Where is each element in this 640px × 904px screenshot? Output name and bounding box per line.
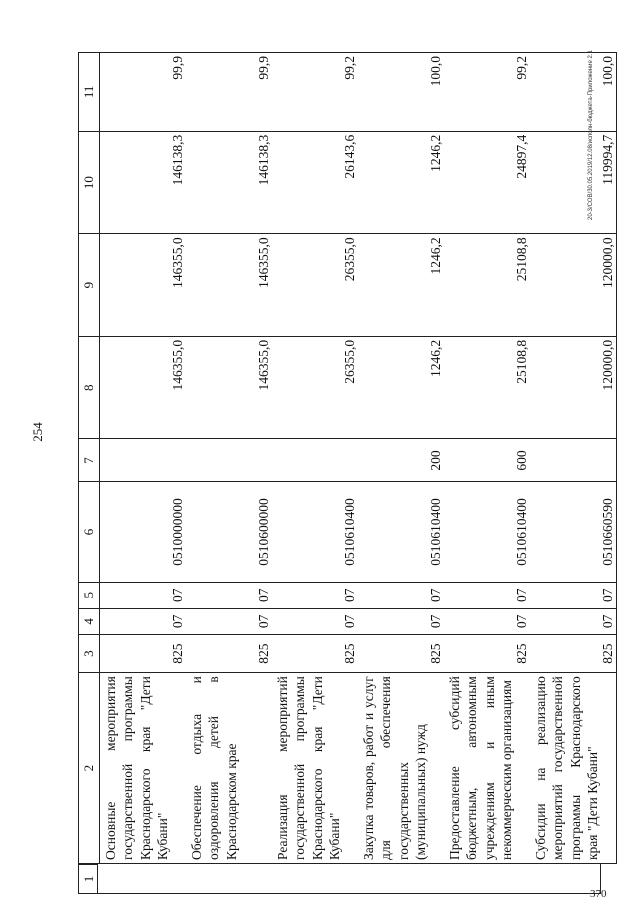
cell-col-5: 07 bbox=[100, 582, 187, 608]
header-cell-3: 3 bbox=[79, 635, 100, 673]
cell-col-9: 120000,0 bbox=[530, 234, 617, 337]
cell-col-5: 07 bbox=[444, 582, 530, 608]
cell-col-9: 25108,8 bbox=[444, 234, 530, 337]
cell-col-10: 24897,4 bbox=[444, 131, 530, 234]
cell-col-4: 07 bbox=[444, 608, 530, 634]
row-name-cell: Субсидии на реализацию мероприятий государственной программы Краснодарского края "Дети Кубани" bbox=[530, 673, 617, 864]
cell-col-6: 0510610400 bbox=[272, 482, 358, 582]
budget-table bbox=[78, 52, 617, 864]
cell-col-6: 0510610400 bbox=[358, 482, 444, 582]
cell-col-6: 0510660590 bbox=[530, 482, 617, 582]
cell-col-3: 825 bbox=[358, 635, 444, 673]
footer-note: 20-3/СОВ/30.05.2019/12.08/исполн-бюджета-Приложение 2.1 bbox=[588, 50, 594, 220]
header-cell-8: 8 bbox=[79, 336, 100, 439]
row-name-cell: Основные мероприятия государственной программы Краснодарского края "Дети Кубани" bbox=[100, 673, 187, 864]
cell-col-3: 825 bbox=[272, 635, 358, 673]
cell-col-3: 825 bbox=[100, 635, 187, 673]
cell-col-4: 07 bbox=[530, 608, 617, 634]
header-cell-9: 9 bbox=[79, 234, 100, 337]
cell-col-10: 146138,3 bbox=[186, 131, 272, 234]
cell-col-10: 26143,6 bbox=[272, 131, 358, 234]
cell-col-9: 1246,2 bbox=[358, 234, 444, 337]
cell-col-3: 825 bbox=[530, 635, 617, 673]
table-row bbox=[358, 53, 444, 864]
row-name-cell: Реализация мероприятий государственной программы Краснодарского края "Дети Кубани" bbox=[272, 673, 358, 864]
table-row bbox=[100, 53, 187, 864]
cell-col-5: 07 bbox=[530, 582, 617, 608]
cell-col-10: 146138,3 bbox=[100, 131, 187, 234]
cell-col-7 bbox=[186, 439, 272, 482]
header-cell-4: 4 bbox=[79, 608, 100, 634]
cell-col-8: 26355,0 bbox=[272, 336, 358, 439]
corner-number: 370 bbox=[590, 888, 607, 900]
page-number: 254 bbox=[30, 422, 45, 442]
cell-col-10: 119994,7 bbox=[530, 131, 617, 234]
header-cell-7: 7 bbox=[79, 439, 100, 482]
cell-col-10: 1246,2 bbox=[358, 131, 444, 234]
cell-col-11: 99,9 bbox=[186, 53, 272, 132]
cell-col-9: 146355,0 bbox=[100, 234, 187, 337]
cell-col-5: 07 bbox=[272, 582, 358, 608]
cell-col-5: 07 bbox=[358, 582, 444, 608]
cell-col-8: 146355,0 bbox=[186, 336, 272, 439]
table-row bbox=[530, 53, 617, 864]
row-name-cell: Закупка товаров, работ и услуг для обеспечения государственных (муниципальных) нужд bbox=[358, 673, 444, 864]
table-row bbox=[272, 53, 358, 864]
cell-col-11: 99,2 bbox=[444, 53, 530, 132]
cell-col-4: 07 bbox=[186, 608, 272, 634]
budget-table-rotated bbox=[78, 52, 615, 883]
cell-col-7: 600 bbox=[444, 439, 530, 482]
row-name-cell: Предоставление субсидий бюджетным, автономным учреждениям и иным некоммерческим организациям bbox=[444, 673, 530, 864]
header-cell-2: 2 bbox=[79, 673, 100, 864]
cell-col-4: 07 bbox=[358, 608, 444, 634]
cell-col-4: 07 bbox=[272, 608, 358, 634]
cell-col-3: 825 bbox=[186, 635, 272, 673]
cell-col-3: 825 bbox=[444, 635, 530, 673]
cell-col-11: 100,0 bbox=[530, 53, 617, 132]
header-cell-1-label: 1 bbox=[78, 864, 98, 894]
cell-col-11: 99,9 bbox=[100, 53, 187, 132]
cell-col-7 bbox=[100, 439, 187, 482]
header-cell-5: 5 bbox=[79, 582, 100, 608]
column-1-border bbox=[98, 864, 601, 894]
cell-col-7 bbox=[530, 439, 617, 482]
cell-col-8: 25108,8 bbox=[444, 336, 530, 439]
cell-col-7 bbox=[272, 439, 358, 482]
cell-col-4: 07 bbox=[100, 608, 187, 634]
row-name-cell: Обеспечение отдыха и оздоровления детей в Краснодарском крае bbox=[186, 673, 272, 864]
cell-col-11: 99,2 bbox=[272, 53, 358, 132]
cell-col-6: 0510610400 bbox=[444, 482, 530, 582]
cell-col-6: 0510000000 bbox=[100, 482, 187, 582]
table-row bbox=[444, 53, 530, 864]
cell-col-8: 120000,0 bbox=[530, 336, 617, 439]
cell-col-6: 0510600000 bbox=[186, 482, 272, 582]
cell-col-8: 146355,0 bbox=[100, 336, 187, 439]
cell-col-8: 1246,2 bbox=[358, 336, 444, 439]
header-cell-6: 6 bbox=[79, 482, 100, 582]
header-cell-11: 11 bbox=[79, 53, 100, 132]
cell-col-5: 07 bbox=[186, 582, 272, 608]
header-cell-10: 10 bbox=[79, 131, 100, 234]
cell-col-11: 100,0 bbox=[358, 53, 444, 132]
header-row bbox=[79, 53, 100, 864]
table-row bbox=[186, 53, 272, 864]
cell-col-9: 26355,0 bbox=[272, 234, 358, 337]
cell-col-7: 200 bbox=[358, 439, 444, 482]
cell-col-9: 146355,0 bbox=[186, 234, 272, 337]
